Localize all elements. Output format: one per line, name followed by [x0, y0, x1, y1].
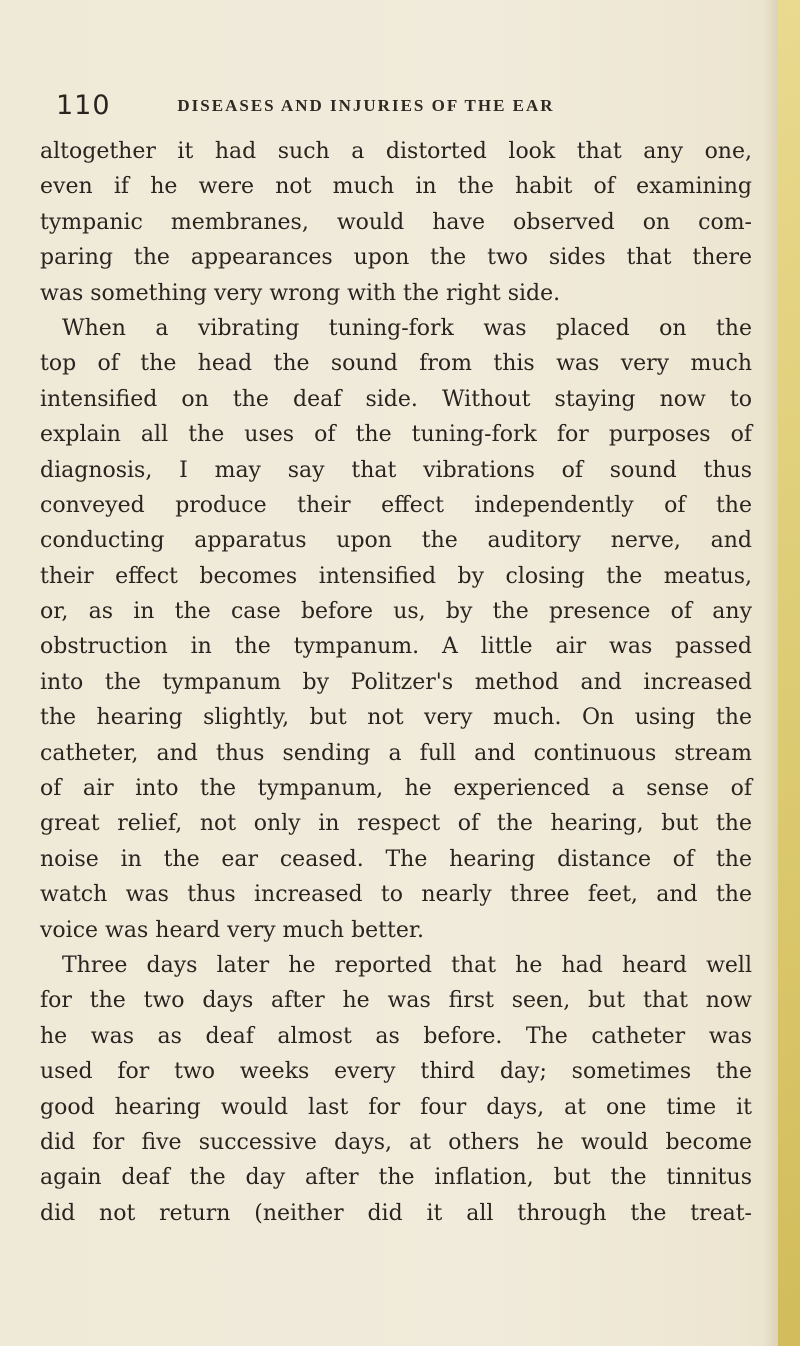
- page-edge-shadow: [764, 0, 778, 1346]
- text-line: good hearing would last for four days, at one time it: [40, 1094, 752, 1120]
- text-line: obstruction in the tympanum. A little air was passed: [40, 634, 752, 660]
- text-line: noise in the ear ceased. The hearing distance of the: [40, 846, 752, 872]
- text-line: was something very wrong with the right side.: [40, 280, 561, 306]
- text-line: did not return (neither did it all through the treat-: [40, 1200, 752, 1226]
- text-line: tympanic membranes, would have observed on com-: [40, 209, 752, 235]
- text-line: watch was thus increased to nearly three feet, and the: [40, 882, 752, 908]
- page-header: [56, 90, 756, 124]
- text-line: into the tympanum by Politzer's method and increased: [40, 669, 752, 695]
- text-line: conducting apparatus upon the auditory nerve, and: [40, 528, 752, 554]
- page-number: 110: [56, 90, 111, 121]
- text-line: he was as deaf almost as before. The catheter was: [40, 1023, 752, 1049]
- text-line: voice was heard very much better.: [40, 917, 424, 943]
- text-line: conveyed produce their effect independently of the: [40, 492, 752, 518]
- text-line: altogether it had such a distorted look that any one,: [40, 139, 752, 164]
- text-line: even if he were not much in the habit of examining: [40, 174, 752, 200]
- text-line: catheter, and thus sending a full and continuous stream: [40, 740, 752, 766]
- text-line: the hearing slightly, but not very much. On using the: [40, 705, 752, 731]
- text-line: explain all the uses of the tuning-fork for purposes of: [40, 422, 752, 448]
- text-line: Three days later he reported that he had heard well: [62, 952, 752, 978]
- text-line: used for two weeks every third day; sometimes the: [40, 1059, 752, 1085]
- text-line: for the two days after he was first seen, but that now: [40, 988, 752, 1014]
- text-line: did for five successive days, at others he would become: [40, 1129, 752, 1155]
- text-line: top of the head the sound from this was very much: [40, 351, 752, 377]
- page-edge-stain: [778, 0, 800, 1346]
- text-line: their effect becomes intensified by closing the meatus,: [40, 563, 752, 589]
- text-line: again deaf the day after the inflation, but the tinnitus: [40, 1165, 752, 1191]
- text-line: great relief, not only in respect of the hearing, but the: [40, 811, 752, 837]
- text-line: diagnosis, I may say that vibrations of sound thus: [40, 457, 752, 483]
- running-title: DISEASES AND INJURIES OF THE EAR: [177, 96, 555, 115]
- text-line: intensified on the deaf side. Without staying now to: [40, 386, 752, 412]
- text-line: or, as in the case before us, by the presence of any: [40, 599, 752, 625]
- body-text: [40, 134, 752, 1231]
- text-line: of air into the tympanum, he experienced a sense of: [40, 776, 752, 802]
- text-line: paring the appearances upon the two sides that there: [40, 245, 752, 271]
- text-line: When a vibrating tuning-fork was placed on the: [62, 315, 752, 341]
